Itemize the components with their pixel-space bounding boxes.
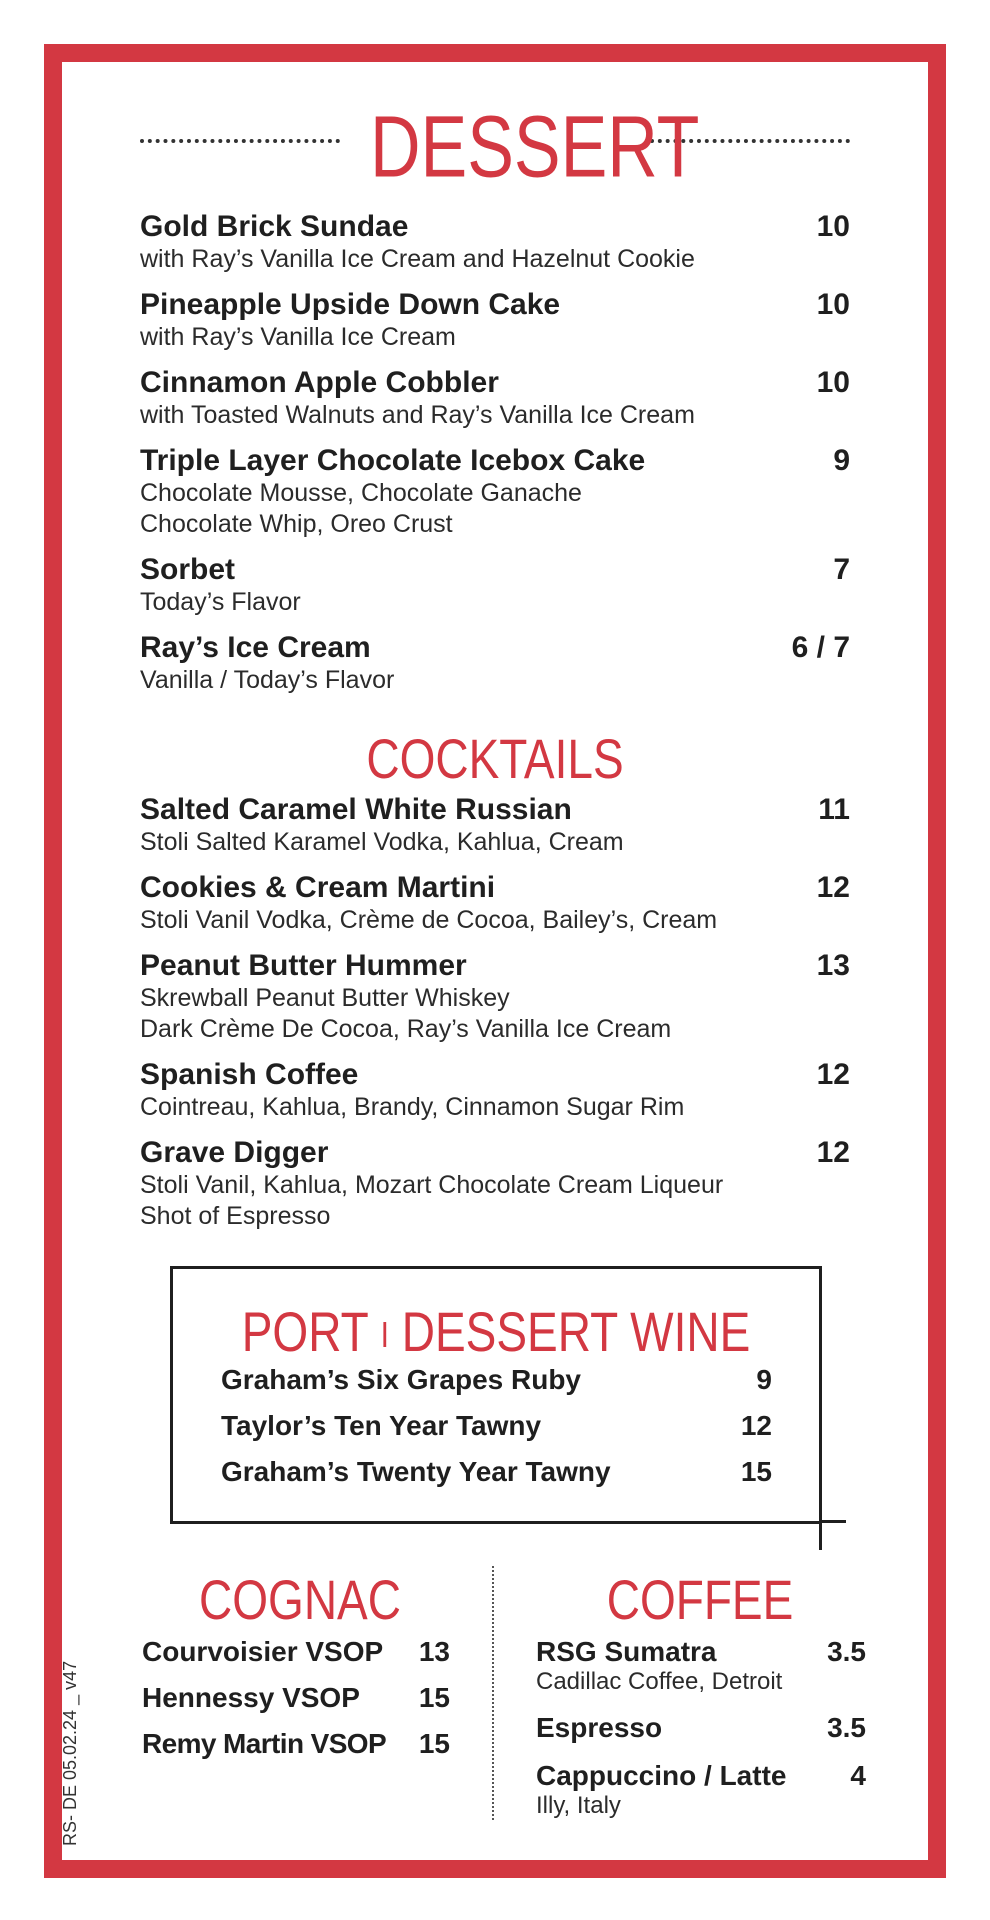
coffee-item [536,1760,786,1820]
item-name: Pineapple Upside Down Cake [140,288,561,321]
cognac-item-price: 13 [418,1636,450,1667]
item-name: Cookies & Cream Martini [140,871,496,904]
heading-separator: I [380,1315,389,1356]
cognac-item-price: 15 [418,1728,450,1759]
item-description: Stoli Vanil Vodka, Crème de Cocoa, Bailey’s, Cream [140,906,718,934]
wine-item-price: 9 [756,1364,772,1395]
coffee-item-description: Cadillac Coffee, Detroit [536,1668,783,1695]
item-name: Spanish Coffee [140,1058,359,1091]
cocktail-item [140,793,624,858]
dessert-heading: DESSERT [370,97,700,195]
item-description: Stoli Salted Karamel Vodka, Kahlua, Cream [140,828,624,856]
cognac-item-price: 15 [418,1682,450,1713]
wine-item-name: Graham’s Six Grapes Ruby [221,1364,581,1395]
item-name: Ray’s Ice Cream [140,631,371,664]
cocktails-heading: COCKTAILS [366,727,624,790]
cognac-item-name: Courvoisier VSOP [142,1636,384,1667]
item-price: 6 / 7 [791,631,850,664]
item-description: Dark Crème De Cocoa, Ray’s Vanilla Ice Cream [140,1015,672,1043]
dessert-item [140,210,695,275]
box-corner-tick [819,1520,822,1550]
coffee-item-name: Cappuccino / Latte [536,1760,787,1791]
box-corner-tick [820,1520,846,1523]
coffee-item-description: Illy, Italy [536,1792,621,1819]
cognac-item-name: Hennessy VSOP [142,1682,360,1713]
item-price: 10 [816,366,850,399]
version-code: RS- DE 05.02.24 _ v47 [60,1660,80,1846]
item-price: 13 [816,949,850,982]
item-description: with Ray’s Vanilla Ice Cream [140,323,456,351]
coffee-item [536,1712,662,1744]
dessert-item [140,553,301,618]
wine-item-price: 15 [740,1456,772,1487]
item-description: Chocolate Mousse, Chocolate Ganache [140,479,582,507]
item-description: with Toasted Walnuts and Ray’s Vanilla Ice Cream [140,401,695,429]
item-name: Triple Layer Chocolate Icebox Cake [140,444,646,477]
item-description: Stoli Vanil, Kahlua, Mozart Chocolate Cream Liqueur [140,1171,724,1199]
item-name: Peanut Butter Hummer [140,949,467,982]
item-description: Cointreau, Kahlua, Brandy, Cinnamon Sugar Rim [140,1093,685,1121]
cocktail-item [140,1136,723,1232]
item-price: 10 [816,210,850,243]
coffee-item-price: 3.5 [827,1712,866,1743]
item-price: 12 [816,1136,850,1169]
wine-item-name: Taylor’s Ten Year Tawny [221,1410,542,1441]
coffee-item-price: 4 [850,1760,866,1791]
port-label: PORT [241,1300,368,1363]
item-name: Salted Caramel White Russian [140,793,572,826]
item-description: Chocolate Whip, Oreo Crust [140,510,453,538]
cocktail-item [140,1058,684,1123]
port-dessert-wine-heading [170,1298,822,1370]
item-name: Sorbet [140,553,236,586]
item-description: Shot of Espresso [140,1202,331,1230]
coffee-item [536,1636,782,1696]
item-price: 7 [833,553,850,586]
cocktail-item [140,871,717,936]
item-description: with Ray’s Vanilla Ice Cream and Hazelnut Cookie [140,245,695,273]
item-price: 9 [833,444,850,477]
item-description: Today’s Flavor [140,588,301,616]
item-name: Gold Brick Sundae [140,210,409,243]
dessert-item [140,631,394,696]
item-price: 10 [816,288,850,321]
dessert-item [140,288,560,353]
coffee-item-name: Espresso [536,1712,663,1743]
wine-item-name: Graham’s Twenty Year Tawny [221,1456,611,1487]
item-name: Cinnamon Apple Cobbler [140,366,499,399]
item-price: 12 [816,871,850,904]
item-description: Vanilla / Today’s Flavor [140,666,395,694]
coffee-item-name: RSG Sumatra [536,1636,717,1667]
cognac-heading: COGNAC [199,1568,401,1631]
item-description: Skrewball Peanut Butter Whiskey [140,984,510,1012]
dessert-item [140,444,645,540]
dessert-wine-label: DESSERT WINE [401,1300,751,1363]
item-name: Grave Digger [140,1136,329,1169]
heading-dots-left [140,139,340,143]
coffee-heading: COFFEE [606,1568,794,1631]
cocktail-item [140,949,671,1045]
wine-item-price: 12 [740,1410,772,1441]
item-price: 12 [816,1058,850,1091]
dessert-item [140,366,695,431]
item-price: 11 [818,793,850,826]
cognac-item-name: Remy Martin VSOP [142,1728,387,1759]
column-divider [492,1566,494,1820]
coffee-item-price: 3.5 [827,1636,866,1667]
